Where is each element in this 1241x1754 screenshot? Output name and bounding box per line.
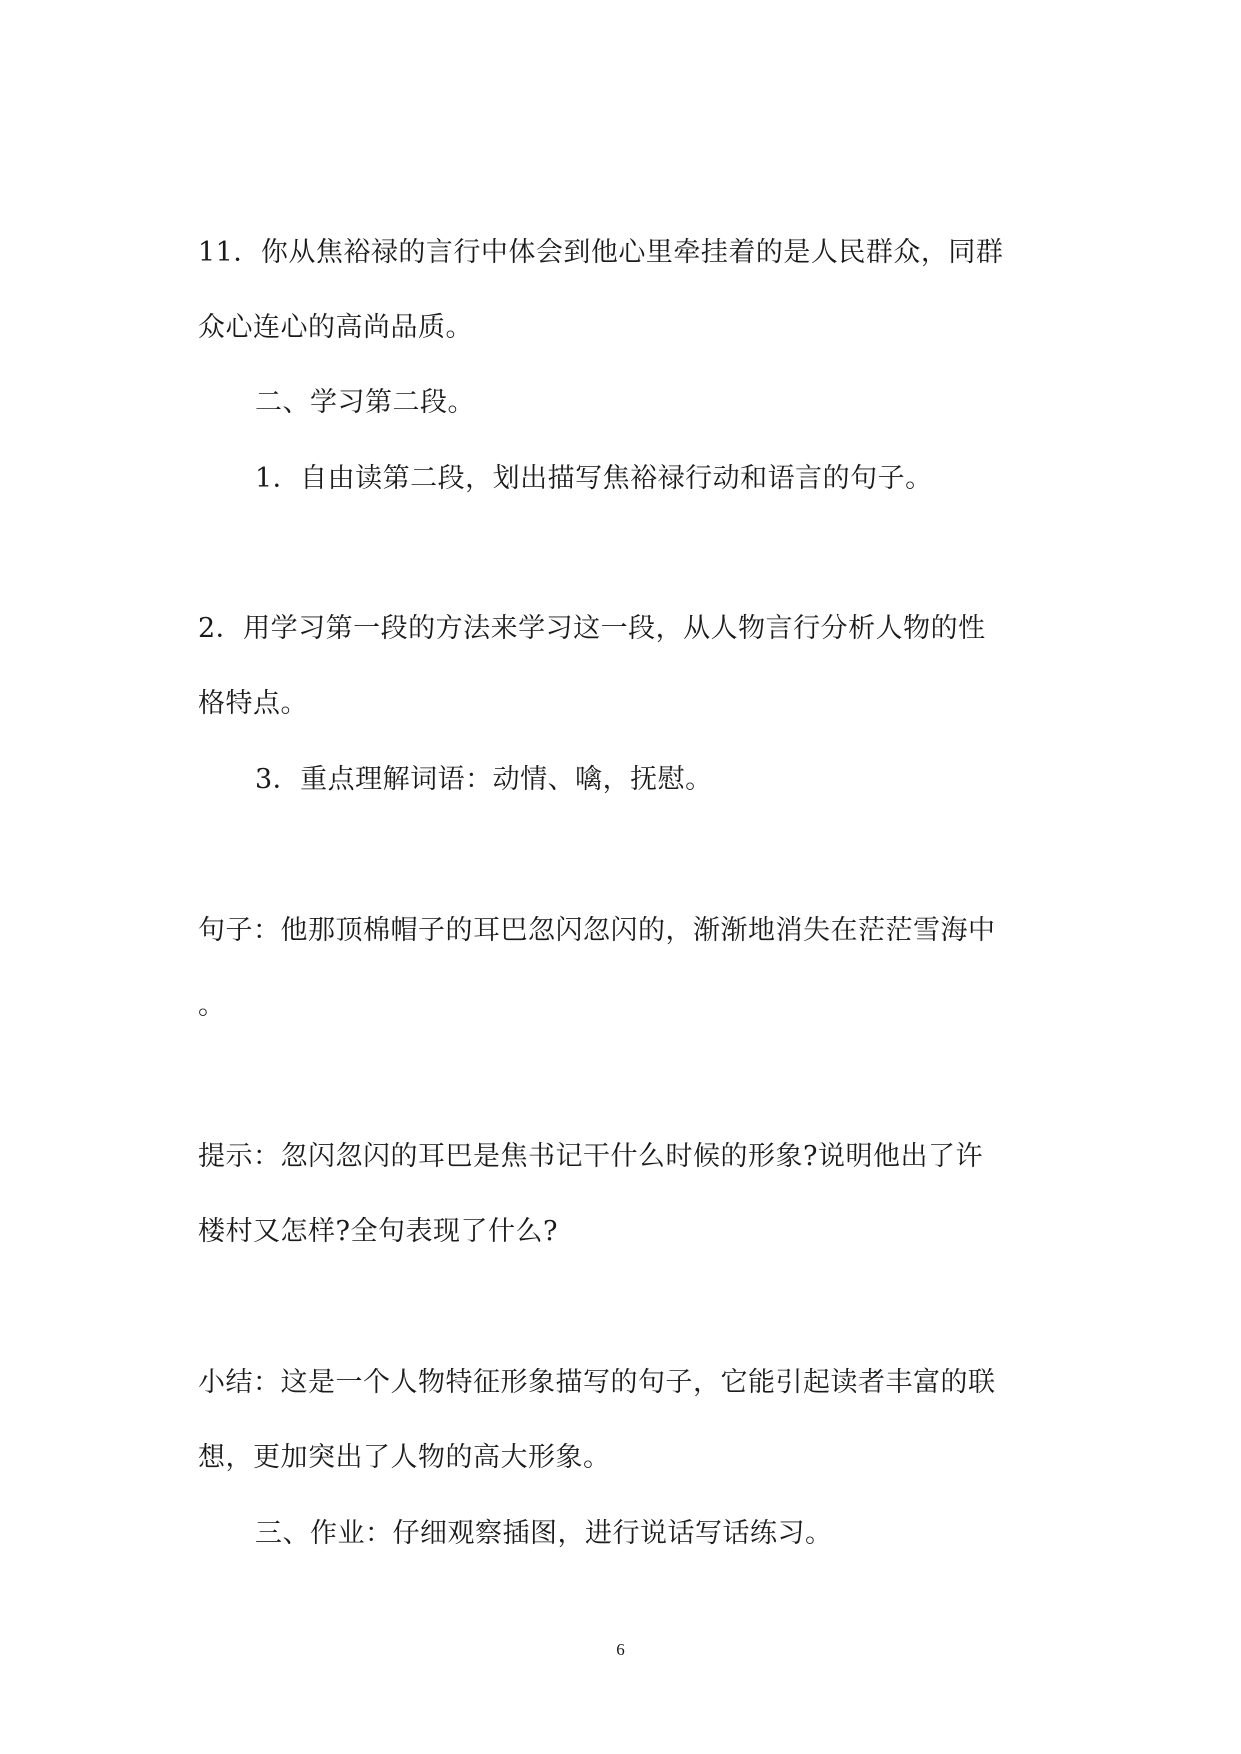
text-line-summary-cont: 想，更加突出了人物的高大形象。 — [198, 1442, 611, 1473]
text-line-item-3: 3．重点理解词语：动情、噙，抚慰。 — [255, 764, 713, 795]
section-heading-3: 三、作业：仔细观察插图，进行说话写话练习。 — [255, 1518, 833, 1549]
section-heading-2: 二、学习第二段。 — [255, 387, 475, 418]
text-line-question-11-cont: 众心连心的高尚品质。 — [198, 312, 473, 343]
text-line-hint-cont: 楼村又怎样?全句表现了什么? — [198, 1216, 558, 1247]
text-line-item-1: 1．自由读第二段，划出描写焦裕禄行动和语言的句子。 — [255, 463, 933, 494]
page-number: 6 — [616, 1640, 625, 1659]
text-line-hint: 提示：忽闪忽闪的耳巴是焦书记干什么时候的形象?说明他出了许 — [198, 1141, 983, 1172]
text-line-sentence-cont: 。 — [198, 990, 226, 1021]
text-line-item-2-cont: 格特点。 — [198, 688, 308, 719]
text-line-summary: 小结：这是一个人物特征形象描写的句子，它能引起读者丰富的联 — [198, 1367, 996, 1398]
text-line-sentence: 句子：他那顶棉帽子的耳巴忽闪忽闪的，渐渐地消失在茫茫雪海中 — [198, 915, 996, 946]
text-line-item-2: 2．用学习第一段的方法来学习这一段，从人物言行分析人物的性 — [198, 613, 986, 644]
text-line-question-11: 11．你从焦裕禄的言行中体会到他心里牵挂着的是人民群众，同群 — [198, 237, 1004, 268]
